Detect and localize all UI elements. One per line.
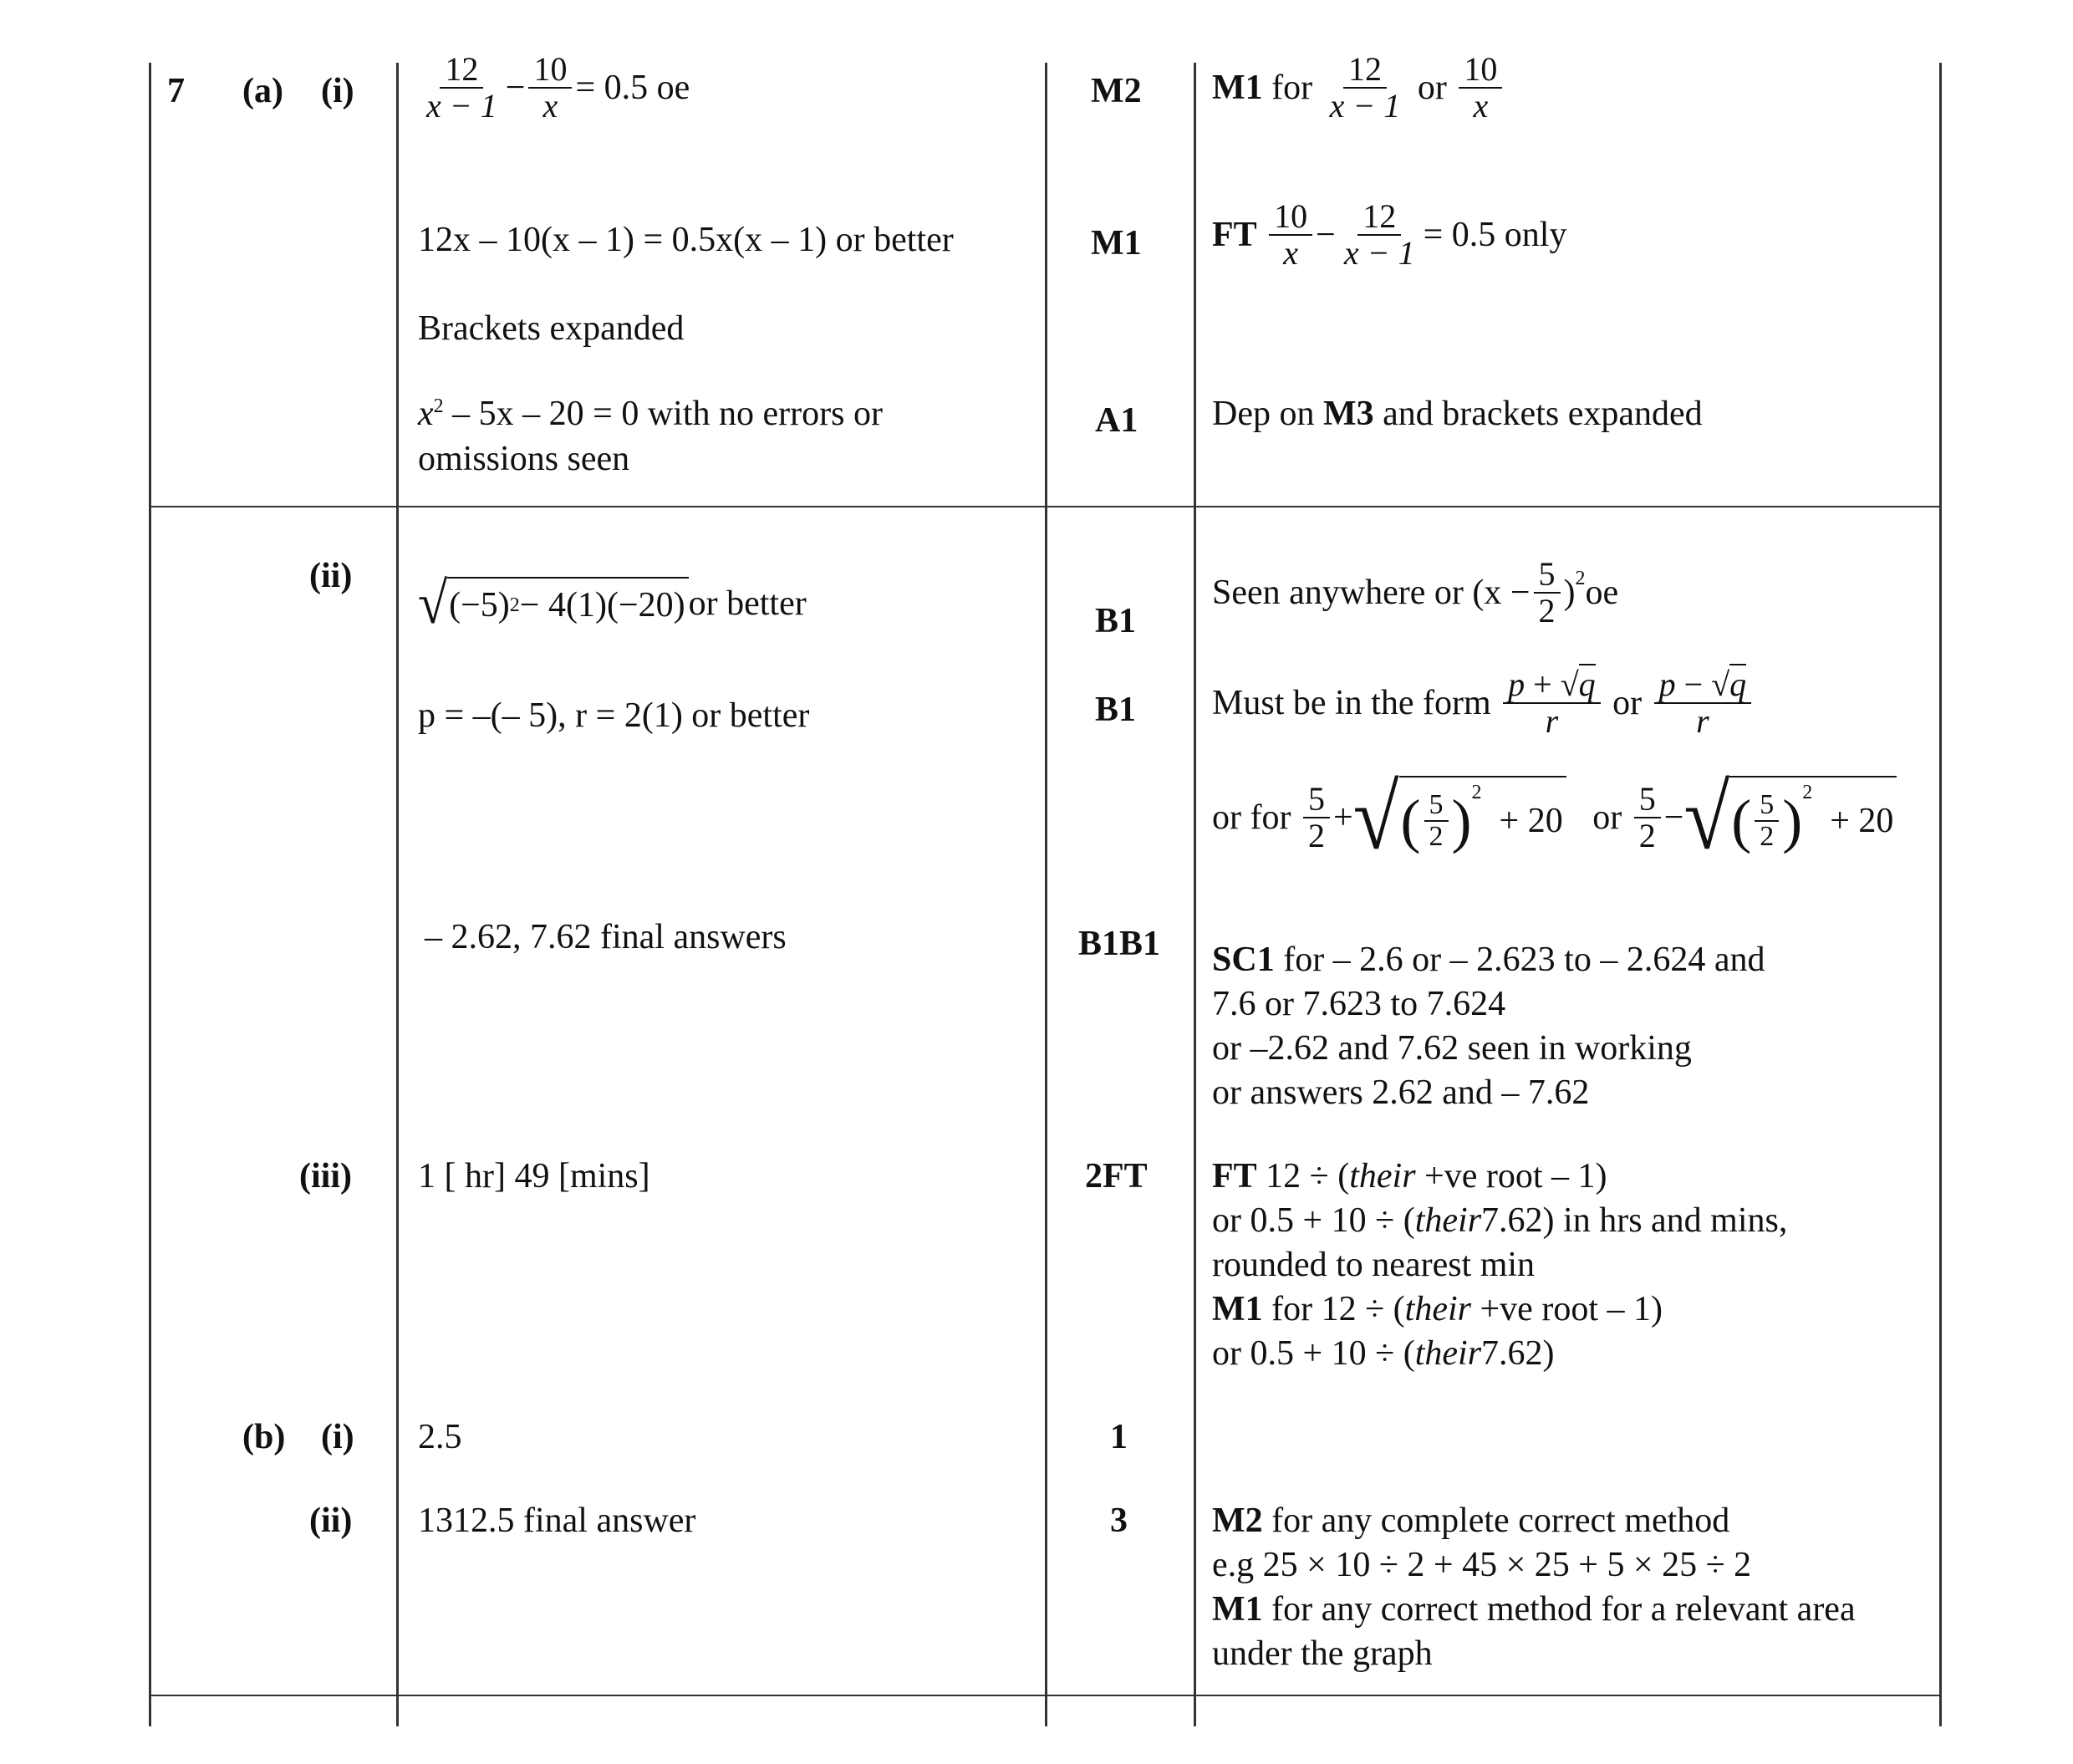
part-label-b: (b) — [242, 1418, 286, 1456]
guidance: or 0.5 + 10 ÷ (their7.62) in hrs and mins, — [1212, 1201, 1788, 1240]
answer-line: p = –(– 5), r = 2(1) or better — [418, 696, 810, 735]
subpart-label-ii: (ii) — [309, 557, 353, 595]
fraction: $\frac{5}{2}$ — [1755, 790, 1779, 851]
answer-line: √ (−5) 2 − 4(1)(−20) or better — [418, 570, 807, 636]
guidance: e.g 25 × 10 ÷ 2 + 45 × 25 + 5 × 25 ÷ 2 — [1212, 1546, 1752, 1584]
guidance: M2 for any complete correct method — [1212, 1501, 1730, 1540]
table-border-right — [1939, 63, 1942, 1726]
fraction: $\frac{5}{2}$ — [1424, 790, 1449, 851]
answer-line: 1312.5 final answer — [418, 1501, 696, 1540]
guidance: M1 for $\frac{12}{x - 1}$ or $\frac{10}{x}$ — [1212, 52, 1505, 124]
part-label-a: (a) — [242, 72, 283, 110]
square-root: √ (−5) 2 − 4(1)(−20) — [418, 577, 689, 630]
mark: A1 — [1095, 401, 1138, 440]
mark: 1 — [1110, 1418, 1128, 1456]
guidance: or –2.62 and 7.62 seen in working — [1212, 1029, 1692, 1068]
square-root: √ ( $\frac{5}{2}$ ) $^2$ + 20 — [1683, 776, 1897, 859]
square-root: √ ( $\frac{5}{2}$ ) $^2$ + 20 — [1353, 776, 1566, 859]
question-number: 7 — [167, 72, 185, 110]
column-divider-part — [396, 63, 399, 1726]
fraction: $\frac{p - √q}{r}$ — [1654, 667, 1752, 739]
fraction: $\frac{10}{x}$ — [1459, 52, 1502, 124]
fraction: $\frac{12}{x - 1}$ — [1329, 50, 1401, 125]
answer-line: – 2.62, 7.62 final answers — [425, 918, 787, 956]
subpart-label-iii: (iii) — [299, 1157, 352, 1196]
mark: M2 — [1091, 72, 1142, 110]
row-divider — [149, 506, 1942, 507]
guidance: 7.6 or 7.623 to 7.624 — [1212, 985, 1506, 1023]
fraction: $\frac{12}{x - 1}$ — [426, 50, 497, 125]
mark: 2FT — [1085, 1157, 1148, 1196]
guidance: FT $\frac{10}{x}$ − $\frac{12}{x - 1}$ = 0.5 only — [1212, 197, 1567, 272]
subpart-label-i: (i) — [321, 72, 354, 110]
subpart-label-i: (i) — [321, 1418, 354, 1456]
guidance: rounded to nearest min — [1212, 1246, 1536, 1284]
subpart-label-ii: (ii) — [309, 1501, 353, 1540]
row-divider-bottom — [149, 1695, 1942, 1696]
fraction: $\frac{5}{2}$ — [1634, 782, 1661, 854]
fraction: $\frac{5}{2}$ — [1534, 557, 1561, 629]
fraction: $\frac{p + √q}{r}$ — [1503, 667, 1601, 739]
guidance: SC1 for – 2.6 or – 2.623 to – 2.624 and — [1212, 941, 1765, 979]
guidance: FT 12 ÷ (their +ve root – 1) — [1212, 1157, 1607, 1196]
guidance: under the graph — [1212, 1634, 1433, 1673]
answer-line: Brackets expanded — [418, 309, 685, 348]
table-border-left — [149, 63, 151, 1726]
answer-line: 1 [ hr] 49 [mins] — [418, 1157, 650, 1196]
mark: B1B1 — [1078, 925, 1161, 963]
answer-line: $x^2 - 5x - 20 = 0$ with no errors or — [418, 395, 883, 433]
answer-line: omissions seen — [418, 440, 630, 478]
guidance: M1 for any correct method for a relevant area — [1212, 1590, 1856, 1629]
guidance: Seen anywhere or (x − $\frac{5}{2}$ ) $^2$ oe — [1212, 555, 1619, 630]
answer-line: 2.5 — [418, 1418, 462, 1456]
answer-equation: $\frac{12}{x - 1}$ − $\frac{10}{x}$ = 0.5 oe — [418, 52, 690, 124]
guidance: or 0.5 + 10 ÷ (their7.62) — [1212, 1334, 1555, 1373]
mark: 3 — [1110, 1501, 1128, 1540]
column-divider-mark — [1194, 63, 1196, 1726]
answer-line: 12x – 10(x – 1) = 0.5x(x – 1) or better — [418, 221, 954, 259]
fraction: $\frac{10}{x}$ — [1269, 199, 1312, 271]
guidance: Must be in the form $\frac{p + √q}{r}$ or $\frac{p - √q}{r}$ — [1212, 667, 1755, 739]
mark: B1 — [1095, 602, 1137, 640]
fraction: $\frac{10}{x}$ — [528, 52, 572, 124]
mark: M1 — [1091, 224, 1142, 263]
guidance: Dep on M3 and brackets expanded — [1212, 395, 1703, 433]
fraction: $\frac{12}{x - 1}$ — [1343, 197, 1415, 272]
fraction: $\frac{5}{2}$ — [1303, 782, 1330, 854]
mark: B1 — [1095, 691, 1137, 729]
guidance: or answers 2.62 and – 7.62 — [1212, 1073, 1590, 1112]
guidance: M1 for 12 ÷ (their +ve root – 1) — [1212, 1290, 1663, 1328]
guidance: or for $\frac{5}{2}$ + √ ( $\frac{5}{2}$ ) $^2$ + 20 or $\frac{5}{2}$ − √ ( $\frac{5}{2}$ ) $^2$ + 20 — [1212, 776, 1897, 859]
column-divider-answer — [1045, 63, 1047, 1726]
